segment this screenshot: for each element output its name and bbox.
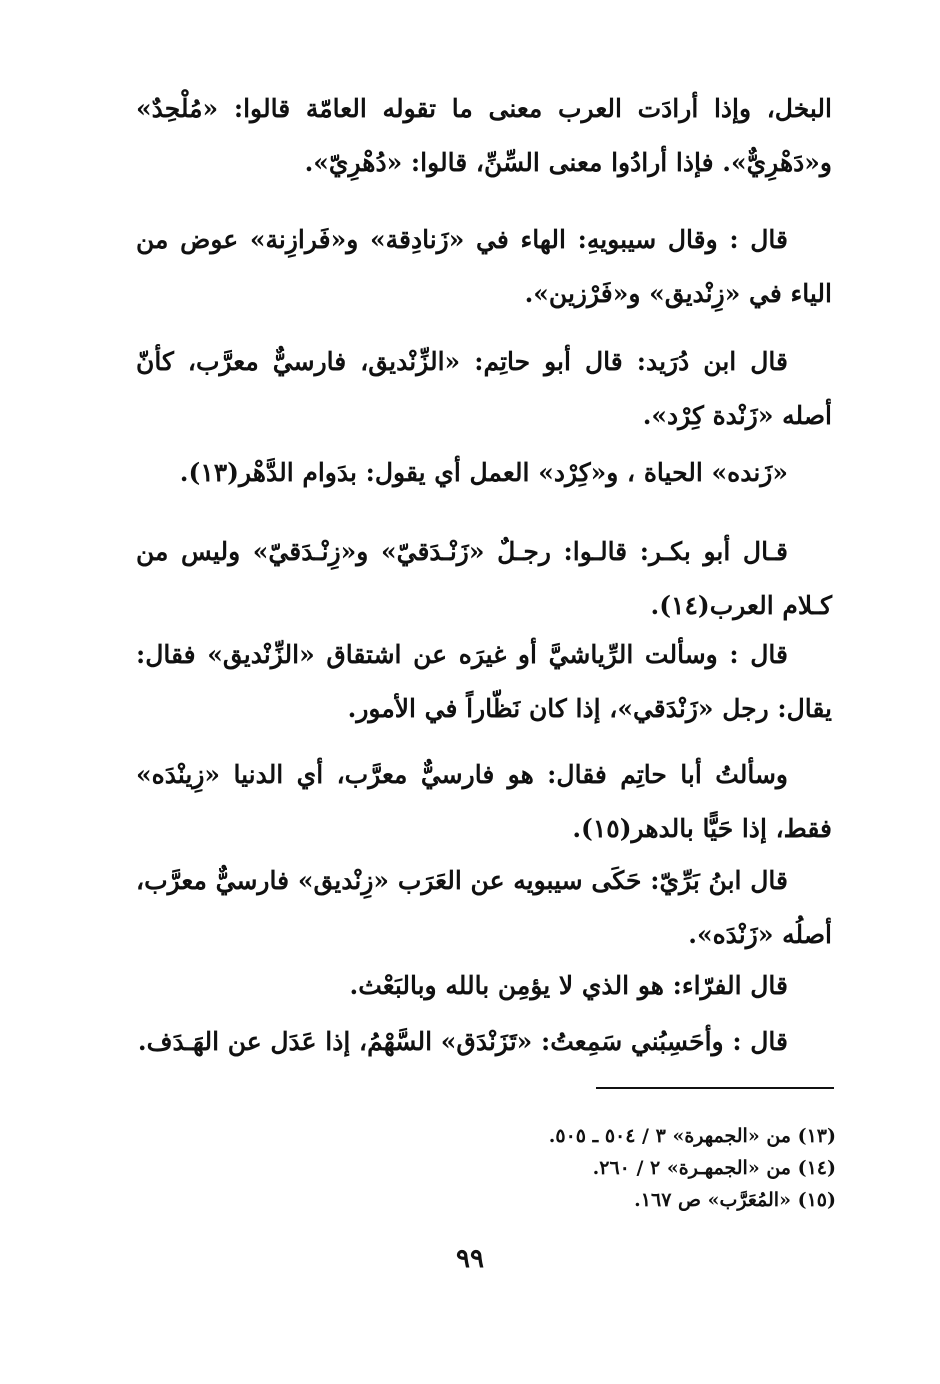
- footnote-15: (١٥) «المُعَرَّب» ص ١٦٧.: [634, 1189, 836, 1211]
- paragraph-7: وسألتُ أبا حاتِم فقال: هو فارسيٌّ معرَّب، أي الدنيا «زِينْدَه» فقط، إذا حَيًّا بالدهر(١٥).: [136, 760, 832, 843]
- paragraph-3: قال ابن دُرَيد: قال أبو حاتِم: «الزِّنْديق، فارسيٌّ معرَّب، كأنّ أصله «زَنْدة كِرْد».: [136, 347, 832, 430]
- footnote-separator: [596, 1087, 834, 1089]
- paragraph-6: قال : وسألت الرِّياشيَّ أو غيرَه عن اشتقاق «الزِّنْديق» فقال: يقال: رجل «زَنْدَقي»، إذا كان نَظّاراً في الأمور.: [136, 640, 832, 723]
- footnote-13: (١٣) من «الجمهرة» ٣ / ٥٠٤ ـ ٥٠٥.: [548, 1125, 836, 1147]
- page-number: ٩٩: [456, 1244, 484, 1274]
- paragraph-1: البخل، وإذا أرادَت العرب معنى ما تقوله العامّة قالوا: «مُلْحِدٌ» و«دَهْرِيٌّ». فإذا أرادُوا معنى السِّنِّ، قالوا: «دُهْرِيّ».: [136, 94, 832, 177]
- paragraph-5: قـال أبو بكـر: قالـوا: رجـلٌ «زَنْـدَقيّ» و«زِنْـدَقيّ» وليس من كـلام العرب(١٤).: [136, 537, 832, 620]
- paragraph-2: قال : وقال سيبويهِ: الهاء في «زَنادِقة» و«فَرازِنة» عوض من الياء في «زِنْديق» و«فَرْزين».: [136, 225, 832, 308]
- paragraph-9: قال الفرّاء: هو الذي لا يؤمِن بالله وبالبَعْث.: [349, 971, 788, 1000]
- paragraph-8: قال ابنُ بَرِّيّ: حَكَى سيبويه عن العَرَب «زِنْديق» فارسيٌّ معرَّب، أصلُه «زَنْدَه».: [136, 866, 832, 949]
- paragraph-10: قال : وأحَسِبُني سَمِعتُ: «تَزَنْدَق» السَّهْمُ، إذا عَدَل عن الهَـدَف.: [137, 1027, 788, 1056]
- footnote-14: (١٤) من «الجمهـرة» ٢ / ٢٦٠.: [592, 1157, 836, 1179]
- paragraph-4: «زَنده» الحياة ، و«كِرْد» العمل أي يقول: بدَوام الدَّهْر(١٣).: [179, 458, 788, 487]
